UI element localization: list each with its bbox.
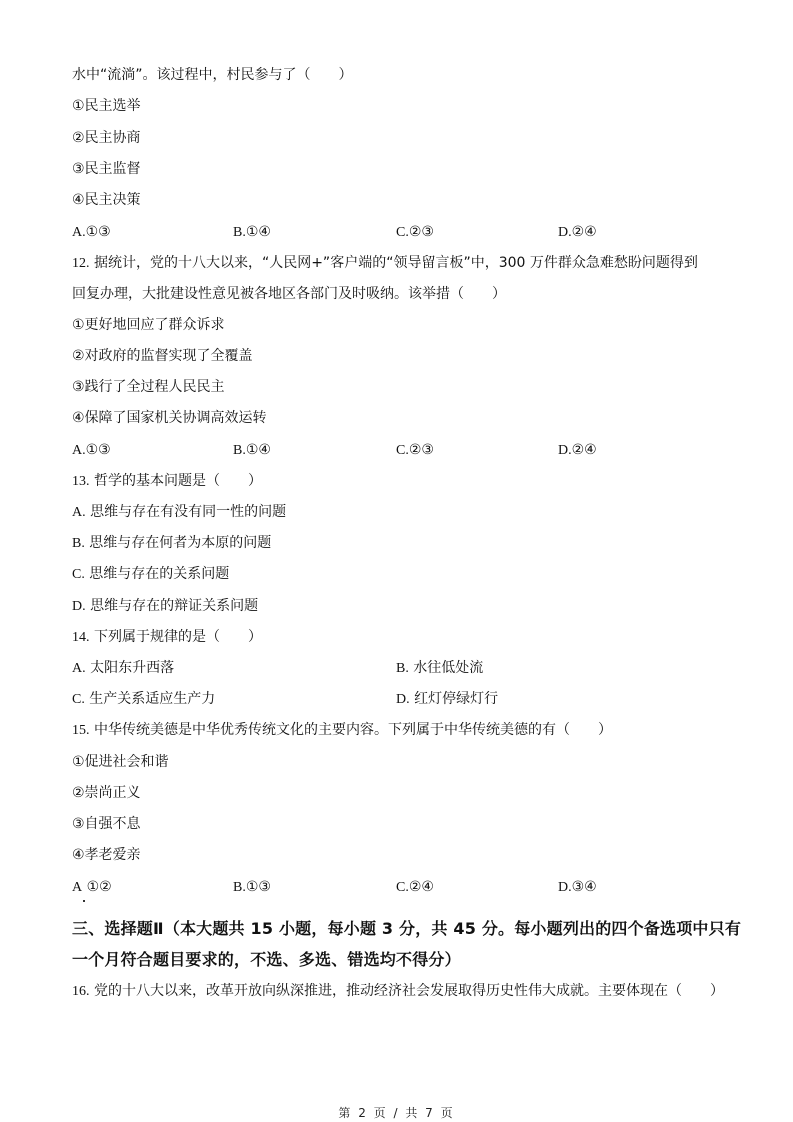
q11-option-a: A.①③	[72, 224, 111, 240]
stray-dot-mark	[83, 900, 85, 902]
q12-option-d: D.②④	[558, 442, 597, 458]
q13-option-a: A. 思维与存在有没有同一性的问题	[72, 504, 287, 520]
q14-option-a: A. 太阳东升西落	[72, 660, 175, 676]
q15-statement-4: ④孝老爱亲	[72, 847, 141, 863]
q14-option-b: B. 水往低处流	[396, 660, 484, 676]
q12-number: 12.	[72, 256, 90, 271]
q14-option-d: D. 红灯停绿灯行	[396, 691, 499, 707]
q11-option-c: C.②③	[396, 224, 434, 240]
q12-statement-3: ③践行了全过程人民民主	[72, 379, 225, 395]
q14-option-c: C. 生产关系适应生产力	[72, 691, 216, 707]
q15-statement-3: ③自强不息	[72, 816, 141, 832]
q16-stem: 16. 党的十八大以来，改革开放向纵深推进，推动经济社会发展取得历史性伟大成就。主要体现在（ ）	[72, 983, 724, 999]
q12-stem-line-2: 回复办理，大批建设性意见被各地区各部门及时吸纳。该举措（ ）	[72, 286, 506, 302]
q12-option-a: A.①③	[72, 442, 111, 458]
q12-statement-2: ②对政府的监督实现了全覆盖	[72, 348, 253, 364]
section-3-heading-line-1: 三、选择题Ⅱ（本大题共 15 小题，每小题 3 分，共 45 分。每小题列出的四个备选项中只有	[72, 919, 742, 938]
q15-option-b: B.①③	[233, 879, 271, 895]
q11-option-b: B.①④	[233, 224, 271, 240]
q13-option-d: D. 思维与存在的辩证关系问题	[72, 598, 259, 614]
q15-option-d: D.③④	[558, 879, 597, 895]
page-indicator: 第 2 页 / 共 7 页	[338, 1106, 455, 1120]
q11-statement-3: ③民主监督	[72, 161, 141, 177]
q13-stem: 13. 哲学的基本问题是（ ）	[72, 473, 262, 489]
q12-stem-line-1: 12. 据统计，党的十八大以来，“人民网+”客户端的“领导留言板”中，300 万件群众急难愁盼问题得到	[72, 255, 698, 271]
q11-statement-1: ①民主选举	[72, 98, 141, 114]
q11-stem-tail: 水中“流淌”。该过程中，村民参与了（ ）	[72, 67, 353, 83]
section-3-heading-line-2: 一个月符合题目要求的，不选、多选、错选均不得分）	[72, 950, 461, 969]
q15-statement-2: ②崇尚正义	[72, 785, 141, 801]
q13-option-c: C. 思维与存在的关系问题	[72, 566, 230, 582]
q12-option-c: C.②③	[396, 442, 434, 458]
q12-statement-4: ④保障了国家机关协调高效运转	[72, 410, 267, 426]
q15-stem: 15. 中华传统美德是中华优秀传统文化的主要内容。下列属于中华传统美德的有（ ）	[72, 722, 612, 738]
q12-statement-1: ①更好地回应了群众诉求	[72, 317, 225, 333]
q15-option-c: C.②④	[396, 879, 434, 895]
q15-statement-1: ①促进社会和谐	[72, 754, 169, 770]
q14-stem: 14. 下列属于规律的是（ ）	[72, 629, 262, 645]
q15-option-a: A ①②	[72, 879, 112, 895]
q12-option-b: B.①④	[233, 442, 271, 458]
q11-option-d: D.②④	[558, 224, 597, 240]
q11-statement-4: ④民主决策	[72, 192, 141, 208]
q11-statement-2: ②民主协商	[72, 130, 141, 146]
q13-option-b: B. 思维与存在何者为本原的问题	[72, 535, 272, 551]
